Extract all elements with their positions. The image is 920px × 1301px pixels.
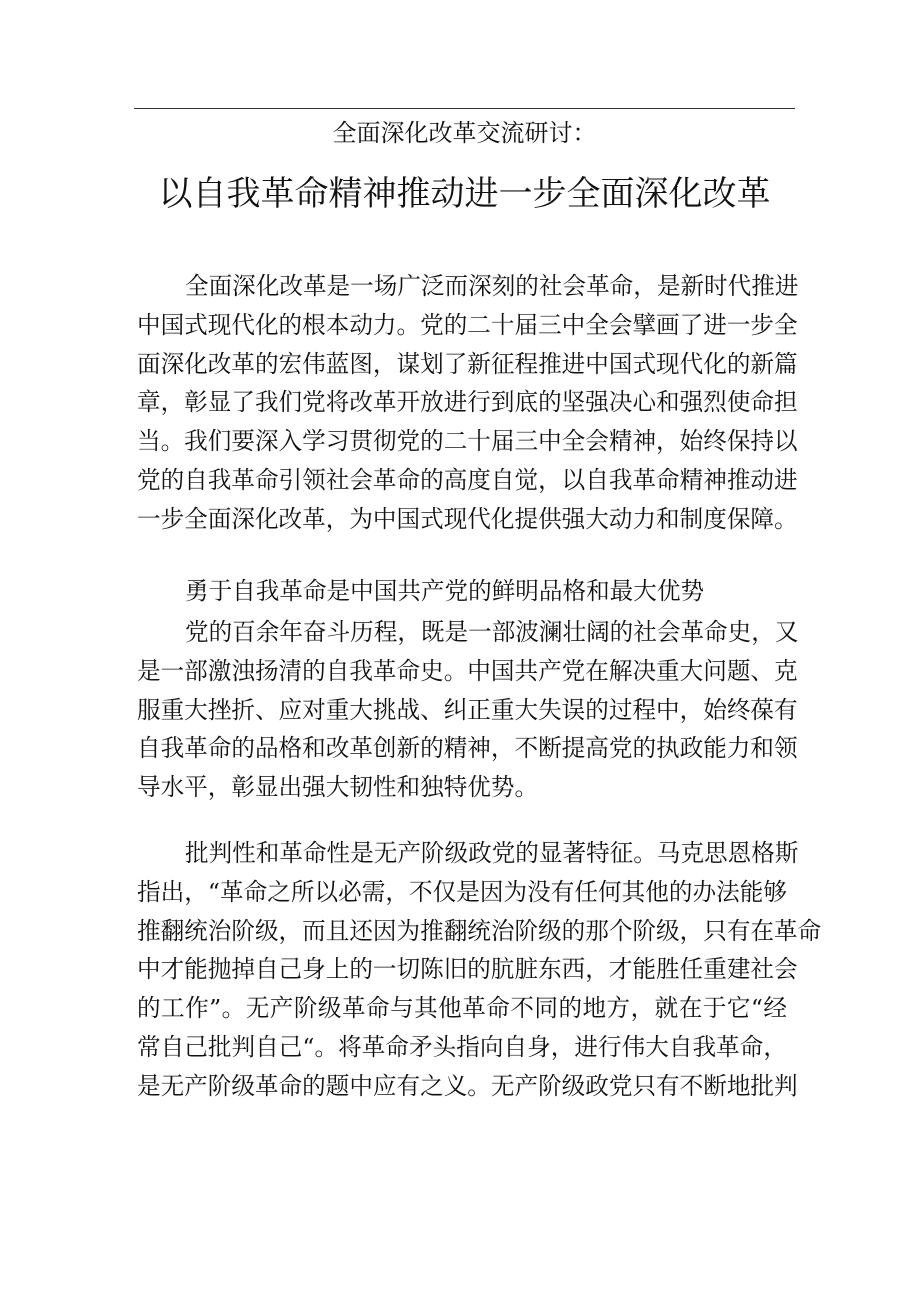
paragraph-line: 导水平，彰显出强大韧性和独特优势。	[137, 773, 539, 802]
paragraph-line: 中国式现代化的根本动力。党的二十届三中全会擘画了进一步全	[137, 310, 798, 339]
section-heading: 勇于自我革命是中国共产党的鲜明品格和最大优势	[185, 577, 705, 605]
paragraph-line: 党的百余年奋斗历程，既是一部波澜壮阔的社会革命史，又	[185, 618, 799, 646]
paragraph-line: 全面深化改革是一场广泛而深刻的社会革命，是新时代推进	[185, 272, 799, 300]
paragraph-1	[137, 267, 799, 539]
paragraph-3	[137, 834, 822, 1106]
paragraph-line: 的工作”。无产阶级革命与其他革命不同的地方，就在于它“经	[137, 994, 787, 1023]
paragraph-line: 指出，“革命之所以必需，不仅是因为没有任何其他的办法能够	[137, 877, 787, 906]
header-rule	[134, 108, 795, 109]
paragraph-line: 推翻统治阶级，而且还因为推翻统治阶级的那个阶级，只有在革命	[137, 916, 822, 945]
document-kicker: 全面深化改革交流研讨：	[332, 119, 597, 147]
paragraph-line: 常自己批判自己“。将革命矛头指向自身，进行伟大自我革命，	[137, 1032, 787, 1061]
paragraph-line: 当。我们要深入学习贯彻党的二十届三中全会精神，始终保持以	[137, 427, 798, 456]
paragraph-line: 党的自我革命引领社会革命的高度自觉，以自我革命精神推动进	[137, 465, 798, 494]
paragraph-line: 一步全面深化改革，为中国式现代化提供强大动力和制度保障。	[137, 504, 798, 533]
paragraph-line: 章，彰显了我们党将改革开放进行到底的坚强决心和强烈使命担	[137, 388, 798, 417]
paragraph-line: 服重大挫折、应对重大挑战、纠正重大失误的过程中，始终葆有	[137, 695, 798, 724]
paragraph-line: 面深化改革的宏伟蓝图，谋划了新征程推进中国式现代化的新篇	[137, 349, 798, 378]
paragraph-line: 是无产阶级革命的题中应有之义。无产阶级政党只有不断地批判	[137, 1071, 798, 1100]
paragraph-line: 批判性和革命性是无产阶级政党的显著特征。马克思恩格斯	[185, 839, 799, 867]
paragraph-line: 中才能抛掉自己身上的一切陈旧的肮脏东西，才能胜任重建社会	[137, 955, 798, 984]
document-title: 以自我革命精神推动进一步全面深化改革	[158, 174, 771, 214]
paragraph-2	[137, 613, 799, 807]
paragraph-line: 是一部激浊扬清的自我革命史。中国共产党在解决重大问题、克	[137, 656, 798, 685]
paragraph-line: 自我革命的品格和改革创新的精神，不断提高党的执政能力和领	[137, 734, 798, 763]
